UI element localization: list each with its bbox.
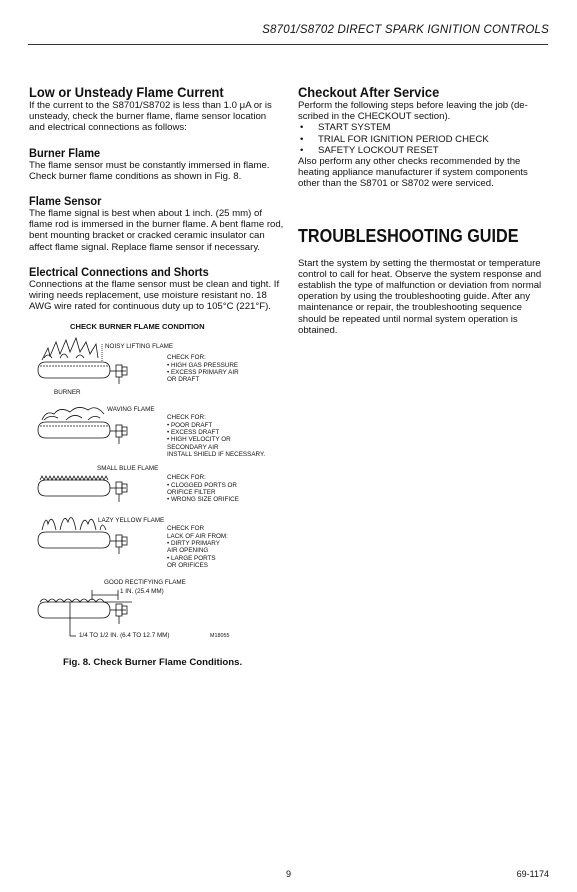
section-title: Low or Unsteady Flame Current [29,84,224,100]
dimension-label: 1/4 TO 1/2 IN. (6.4 TO 12.7 MM) [79,632,170,639]
check-item: OR ORIFICES [167,562,208,569]
check-item: • WRONG SIZE ORIFICE [167,496,239,503]
check-item: AIR OPENING [167,547,209,554]
subsection-body: The flame sensor must be constantly immersed in flame. Check burner flame conditions as shown in Fig. 8. [29,159,270,182]
check-item: SECONDARY AIR [167,444,219,451]
check-item: LACK OF AIR FROM: [167,533,228,540]
flame-figure [30,318,290,648]
check-item: INSTALL SHIELD IF NECESSARY. [167,451,266,458]
list-item: • SAFETY LOCKOUT RESET [298,145,548,156]
flame-label: LAZY YELLOW FLAME [98,517,165,524]
check-item: • HIGH GAS PRESSURE [167,362,239,369]
flame-label: WAVING FLAME [107,406,155,413]
dimension-label: 1 IN. (25.4 MM) [120,588,164,595]
figure-code: M18055 [210,633,230,639]
small-blue-flame-illustration [38,476,127,502]
checkout-list [298,122,548,156]
good-flame-illustration [38,590,132,636]
running-header: S8701/S8702 DIRECT SPARK IGNITION CONTROLS [262,24,549,36]
subsection-body: Connections at the flame sensor must be clean and tight. If wiring needs replacement, use moisture resistant no. 18 AWG wire rated for continuous duty up to 105°C (221°F). [29,278,280,313]
section-body: Perform the following steps before leaving the job (de-scribed in the CHECKOUT section). [298,100,528,123]
check-item: ORIFICE FILTER [167,489,216,496]
check-item: • CLOGGED PORTS OR [167,482,237,489]
list-item: • START SYSTEM [298,122,548,133]
flame-label: SMALL BLUE FLAME [97,465,159,472]
figure-title: CHECK BURNER FLAME CONDITION [70,322,205,331]
flame-label: NOISY LIFTING FLAME [105,343,174,350]
list-item: • TRIAL FOR IGNITION PERIOD CHECK [298,134,548,145]
subsection-title: Electrical Connections and Shorts [29,264,209,279]
burner-label: BURNER [54,389,81,396]
flame-label: GOOD RECTIFYING FLAME [104,579,186,586]
subsection-body: The flame signal is best when about 1 inch. (25 mm) of flame rod is immersed in the burner flame. A bent flame rod, bent mounting bracket or cracked ceramic insulator can affect flame signal. Replace flame sensor if necessary. [29,208,284,253]
section-body: If the current to the S8701/S8702 is less than 1.0 μA or is unsteady, check the burner flame, flame sensor location and electrical connections as follows: [29,100,272,134]
page-number: 9 [286,869,292,879]
subsection-title: Flame Sensor [29,194,102,209]
check-item: • EXCESS DRAFT [167,429,220,436]
check-item: • LARGE PORTS [167,555,216,562]
check-for-label: CHECK FOR: [167,354,206,361]
flame-diagram [30,318,290,648]
check-item: OR DRAFT [167,376,200,383]
figure-caption: Fig. 8. Check Burner Flame Conditions. [63,657,243,668]
section-title: Checkout After Service [298,84,440,100]
right-column [298,84,548,336]
subsection-title: Burner Flame [29,145,101,160]
check-item: • EXCESS PRIMARY AIR [167,369,239,376]
form-number: 69-1174 [516,869,549,879]
header-rule [28,44,548,45]
check-for-label: CHECK FOR [167,525,205,532]
check-for-label: CHECK FOR: [167,474,206,481]
check-for-label: CHECK FOR: [167,414,206,421]
section-body: Start the system by setting the thermostat or temperature control to call for heat. Observe the system response and establish the type of malfunction or deviation from normal operation by using the troubleshooting guide. After any maintenance or repair, the troubleshooting sequence should be repeated until normal system operation is obtained. [298,257,542,336]
left-column [29,84,284,312]
check-item: • DIRTY PRIMARY [167,540,220,547]
section-body: Also perform any other checks recommended by the heating appliance manufacturer if system components other than the S8701 or S8702 were serviced. [298,156,528,190]
troubleshooting-title: TROUBLESHOOTING GUIDE [298,225,519,246]
check-item: • HIGH VELOCITY OR [167,436,231,443]
check-item: • POOR DRAFT [167,422,213,429]
